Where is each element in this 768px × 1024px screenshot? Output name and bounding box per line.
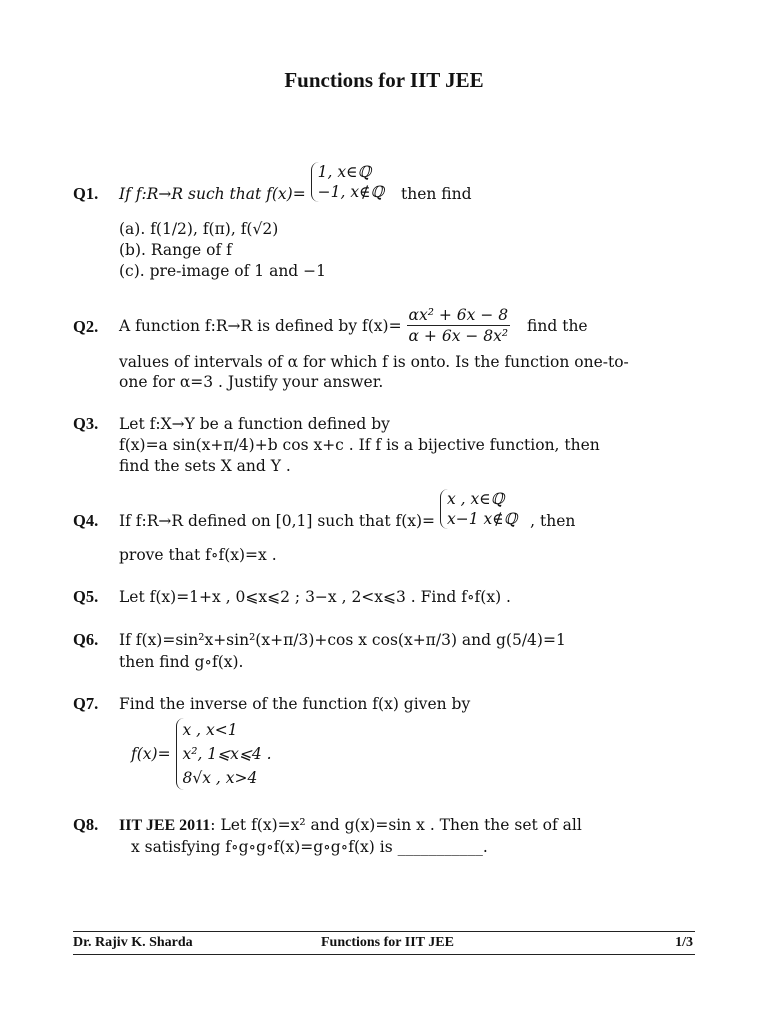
q4-statement: If f:R→R defined on [0,1] such that f(x)= [119,512,436,530]
q2-lead: A function f:R→R is defined by f(x)= [119,316,402,335]
q8-line-2: x satisfying f∘g∘g∘f(x)=g∘g∘f(x) is ___________. [131,838,488,856]
footer-rule-bottom [73,954,695,955]
question-6 [73,630,693,674]
q5-line: Let f(x)=1+x , 0⩽x⩽2 ; 3−x , 2<x⩽3 . Find f∘f(x) . [119,588,511,606]
q7-case-2: x², 1⩽x⩽4 . [182,745,272,763]
q4-case-2: x−1 x∉ℚ [447,510,518,528]
q3-line-2: f(x)=a sin(x+π/4)+b cos x+c . If f is a bijective function, then [119,436,600,454]
question-number: Q4. [73,511,99,530]
q8-source-label: IIT JEE 2011 [119,817,211,834]
q8-line-1: : Let f(x)=x² and g(x)=sin x . Then the set of all [210,816,582,834]
page-title: Functions for IIT JEE [284,68,484,92]
question-7 [73,694,693,790]
question-2 [73,305,693,397]
question-1 [73,163,693,282]
q4-case-1: x , x∈ℚ [447,490,505,508]
q3-line-3: find the sets X and Y . [119,457,291,475]
question-number: Q6. [73,630,99,649]
q3-line-1: Let f:X→Y be a function defined by [119,415,390,433]
question-number: Q8. [73,815,99,834]
piecewise-brace [311,162,384,202]
q4-tail: , then [530,512,576,530]
question-number: Q1. [73,184,99,203]
question-number: Q3. [73,414,99,433]
q7-case-3: 8√x , x>4 [182,769,258,787]
footer-title: Functions for IIT JEE [321,935,454,950]
q2-tail: find the [527,316,588,335]
footer-page-number: 1/3 [675,935,693,950]
question-number: Q2. [73,317,99,336]
q7-fx: f(x)= [131,745,171,763]
q2-numerator: αx² + 6x − 8 [408,306,509,324]
footer-author: Dr. Rajiv K. Sharda [73,935,193,950]
q7-case-1: x , x<1 [182,721,238,739]
q1-part-a: (a). f(1/2), f(π), f(√2) [119,220,279,238]
q1-tail: then find [401,185,472,203]
q1-part-c: (c). pre-image of 1 and −1 [119,262,326,280]
question-4 [73,490,693,568]
question-number: Q7. [73,694,99,713]
q1-part-b: (b). Range of f [119,241,232,259]
q7-line-1: Find the inverse of the function f(x) given by [119,695,471,713]
q1-case-2: −1, x∉ℚ [317,183,385,201]
question-3 [73,414,693,478]
piecewise-brace [176,718,272,790]
q1-statement: If f:R→R such that f(x)= [119,185,306,203]
q2-line-3: one for α=3 . Justify your answer. [119,373,384,391]
question-5 [73,587,693,609]
q6-line-1: If f(x)=sin²x+sin²(x+π/3)+cos x cos(x+π/3) and g(5/4)=1 [119,631,566,649]
q2-line-2: values of intervals of α for which f is onto. Is the function one-to- [119,353,629,371]
q6-line-2: then find g∘f(x). [119,653,244,671]
question-number: Q5. [73,587,99,606]
q2-fraction [407,305,511,346]
q2-denominator: α + 6x − 8x² [408,327,509,345]
footer-rule-top [73,931,695,932]
piecewise-brace [440,489,517,529]
question-8 [73,815,693,859]
q1-case-1: 1, x∈ℚ [317,163,372,181]
q4-line-2: prove that f∘f(x)=x . [119,546,277,564]
